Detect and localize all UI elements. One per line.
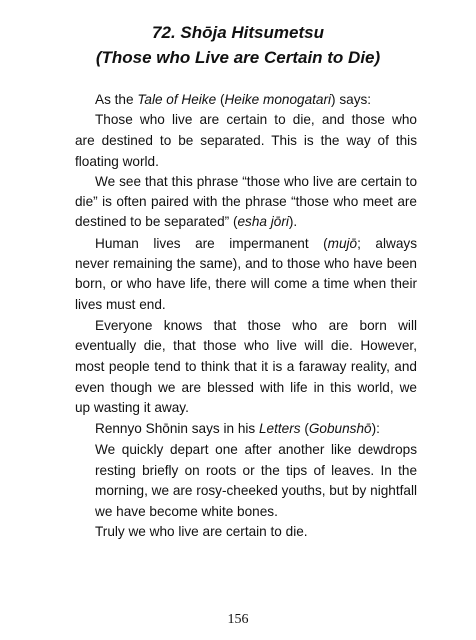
text-line: As the Tale of Heike (Heike monogatari) says: — [95, 92, 372, 107]
text-line: Truly we who live are certain to die. — [95, 524, 308, 539]
text-line: are destined to be separated. This is the way of this — [75, 133, 417, 148]
text-line: up wasting it away. — [75, 400, 189, 415]
quote-line: morning, we are rosy-cheeked youths, but by nightfall — [95, 483, 417, 498]
text-line: eventually die, that those who live will die. However, — [75, 338, 417, 353]
text-line: Everyone knows that those who are born will — [95, 318, 417, 333]
chapter-title: 72. Shōja Hitsumetsu — [152, 23, 324, 42]
text-line: Human lives are impermanent (mujō; always — [95, 236, 417, 251]
text-line: born, or who have life, there will come a time when their — [75, 276, 417, 291]
quote-line: we have become white bones. — [95, 504, 278, 519]
text-line: We see that this phrase “those who live are certain to — [95, 174, 417, 189]
text-line: Rennyo Shōnin says in his Letters (Gobunshō): — [95, 421, 380, 436]
text-line: Those who live are certain to die, and those who — [95, 112, 417, 127]
text-line: floating world. — [75, 154, 159, 169]
quote-line: resting briefly on roots or the tips of leaves. In the — [95, 463, 417, 478]
quote-line: We quickly depart one after another like dewdrops — [95, 442, 417, 457]
text-line: destined to be separated” (esha jōri). — [75, 214, 298, 229]
chapter-subtitle: (Those who Live are Certain to Die) — [95, 48, 381, 67]
page-number: 156 — [227, 612, 249, 627]
text-line: never remaining the same), and to those who have been — [75, 256, 417, 271]
text-line: even though we are blessed with life in this world, we — [75, 380, 417, 395]
text-line: lives must end. — [75, 297, 166, 312]
text-line: most people tend to think that it is a faraway reality, and — [75, 359, 417, 374]
text-line: die” is often paired with the phrase “those who meet are — [75, 194, 417, 209]
